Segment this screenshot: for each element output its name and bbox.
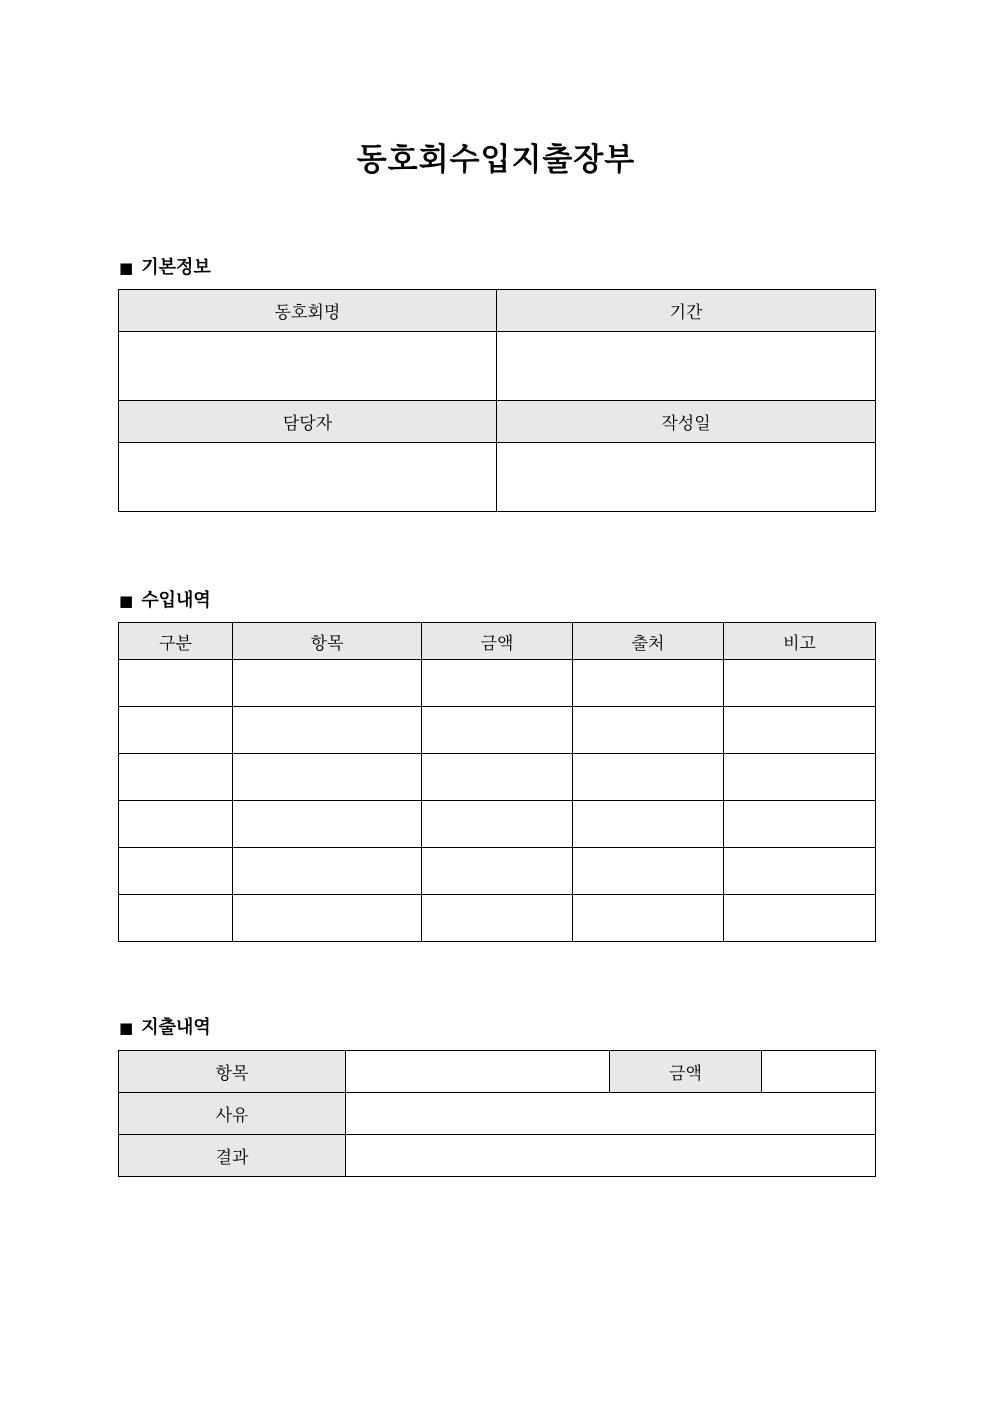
table-cell[interactable] [422, 801, 573, 848]
section-heading-label: 기본정보 [141, 257, 211, 278]
expense-reason-label: 사유 [119, 1093, 346, 1135]
square-bullet-icon: ■ [119, 259, 134, 277]
section-heading-label: 지출내역 [141, 1017, 211, 1038]
column-header: 구분 [119, 623, 233, 660]
column-header: 비고 [724, 623, 876, 660]
period-field[interactable] [497, 332, 876, 401]
section-heading-income [119, 586, 211, 612]
table-cell[interactable] [573, 895, 724, 942]
table-row [119, 895, 876, 942]
expense-table [118, 1050, 876, 1177]
document-title: 동호회수입지출장부 [356, 142, 636, 178]
column-header: 항목 [233, 623, 422, 660]
table-cell[interactable] [233, 895, 422, 942]
table-cell[interactable] [233, 848, 422, 895]
table-row [119, 801, 876, 848]
table-row [119, 754, 876, 801]
table-cell[interactable] [724, 895, 876, 942]
expense-result-field[interactable] [346, 1135, 876, 1177]
table-cell[interactable] [233, 754, 422, 801]
club-name-label: 동호회명 [119, 290, 497, 332]
table-cell[interactable] [724, 848, 876, 895]
table-cell[interactable] [422, 660, 573, 707]
section-heading-expense [119, 1013, 211, 1039]
table-cell[interactable] [119, 707, 233, 754]
date-written-field[interactable] [497, 443, 876, 512]
expense-reason-field[interactable] [346, 1093, 876, 1135]
table-cell[interactable] [724, 801, 876, 848]
expense-item-field[interactable] [346, 1051, 610, 1093]
table-cell[interactable] [724, 707, 876, 754]
table-cell[interactable] [422, 848, 573, 895]
table-cell[interactable] [119, 801, 233, 848]
table-cell[interactable] [573, 801, 724, 848]
table-row [119, 848, 876, 895]
period-label: 기간 [497, 290, 876, 332]
club-name-field[interactable] [119, 332, 497, 401]
square-bullet-icon: ■ [119, 592, 134, 610]
table-cell[interactable] [724, 660, 876, 707]
table-cell[interactable] [573, 848, 724, 895]
date-written-label: 작성일 [497, 401, 876, 443]
table-cell[interactable] [573, 707, 724, 754]
table-cell[interactable] [119, 660, 233, 707]
table-cell[interactable] [119, 848, 233, 895]
square-bullet-icon: ■ [119, 1019, 134, 1037]
income-table [118, 622, 876, 942]
table-cell[interactable] [724, 754, 876, 801]
basic-info-table [118, 289, 876, 512]
table-cell[interactable] [233, 660, 422, 707]
income-header-row [119, 623, 876, 660]
table-cell[interactable] [119, 895, 233, 942]
manager-label: 담당자 [119, 401, 497, 443]
expense-result-label: 결과 [119, 1135, 346, 1177]
table-cell[interactable] [573, 754, 724, 801]
table-cell[interactable] [233, 707, 422, 754]
table-cell[interactable] [233, 801, 422, 848]
expense-amount-field[interactable] [762, 1051, 876, 1093]
table-row [119, 660, 876, 707]
column-header: 출처 [573, 623, 724, 660]
section-heading-basic-info [119, 253, 211, 279]
column-header: 금액 [422, 623, 573, 660]
section-heading-label: 수입내역 [141, 590, 211, 611]
table-cell[interactable] [422, 707, 573, 754]
table-row [119, 707, 876, 754]
table-cell[interactable] [573, 660, 724, 707]
manager-field[interactable] [119, 443, 497, 512]
expense-item-label: 항목 [119, 1051, 346, 1093]
expense-amount-label: 금액 [610, 1051, 762, 1093]
table-cell[interactable] [422, 754, 573, 801]
table-cell[interactable] [422, 895, 573, 942]
table-cell[interactable] [119, 754, 233, 801]
